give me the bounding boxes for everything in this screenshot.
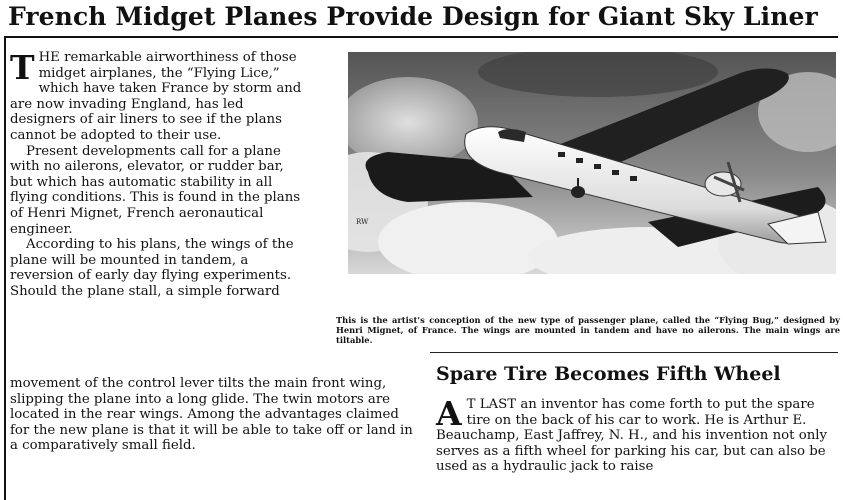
article-left-column [10, 50, 310, 300]
article2-headline: Spare Tire Becomes Fifth Wheel [436, 363, 781, 385]
left-rule [4, 36, 6, 500]
article-paragraph-3: According to his plans, the wings of the plane will be mounted in tandem, a reversion of early day flying experiments. Should the plane stall, a simple forward [10, 237, 294, 299]
article-paragraph-2: Present developments call for a plane with no ailerons, elevator, or rudder bar, but which has automatic stability in all flying conditions. This is found in the plans of Henri Mignet, French aeronautical engineer. [10, 143, 301, 237]
artist-signature: RW [356, 218, 369, 226]
lead-text: HE remarkable airworthiness of those midget airplanes, the “Flying Lice,” which have taken France by storm and are now invading England, has led designers of air liners to see if the plans cannot be adopted to their use. [10, 50, 302, 143]
article2-paragraph [436, 394, 838, 475]
figure-caption: This is the artist’s conception of the new type of passenger plane, called the “Flying Bug,” designed by Henri Mignet, of France. The wings are mounted in tandem and have no ailerons. The main wings are tiltable. [336, 315, 840, 345]
top-rule [4, 36, 838, 38]
section-rule [430, 352, 838, 353]
plane-illustration [348, 52, 836, 274]
article-lead-paragraph [10, 50, 310, 144]
page-headline: French Midget Planes Provide Design for Giant Sky Liner [8, 2, 818, 31]
flying-bug-plane-drawing [348, 52, 836, 274]
cabin-window [612, 170, 619, 175]
cabin-window [594, 164, 601, 169]
cabin-window [576, 158, 583, 163]
drop-cap: T [10, 48, 35, 87]
article-paragraph-3-continued: movement of the control lever tilts the main front wing, slipping the plane into a long glide. The twin motors are located in the rear wings. Among the advantages claimed for the new plane is that it will be able to take off or land in a comparatively small field. [10, 376, 413, 454]
cabin-window [630, 176, 637, 181]
article-right-column [436, 394, 838, 475]
article-wide-continuation [10, 376, 415, 454]
cabin-window [558, 152, 565, 157]
drop-cap: A [436, 394, 462, 433]
article2-text: T LAST an inventor has come forth to put the spare tire on the back of his car to work. He is Arthur E. Beauchamp, East Jaffrey, N. H., and his invention not only serves as a fifth wheel for parking his car, but can also be used as a hydraulic jack to raise [436, 397, 828, 475]
